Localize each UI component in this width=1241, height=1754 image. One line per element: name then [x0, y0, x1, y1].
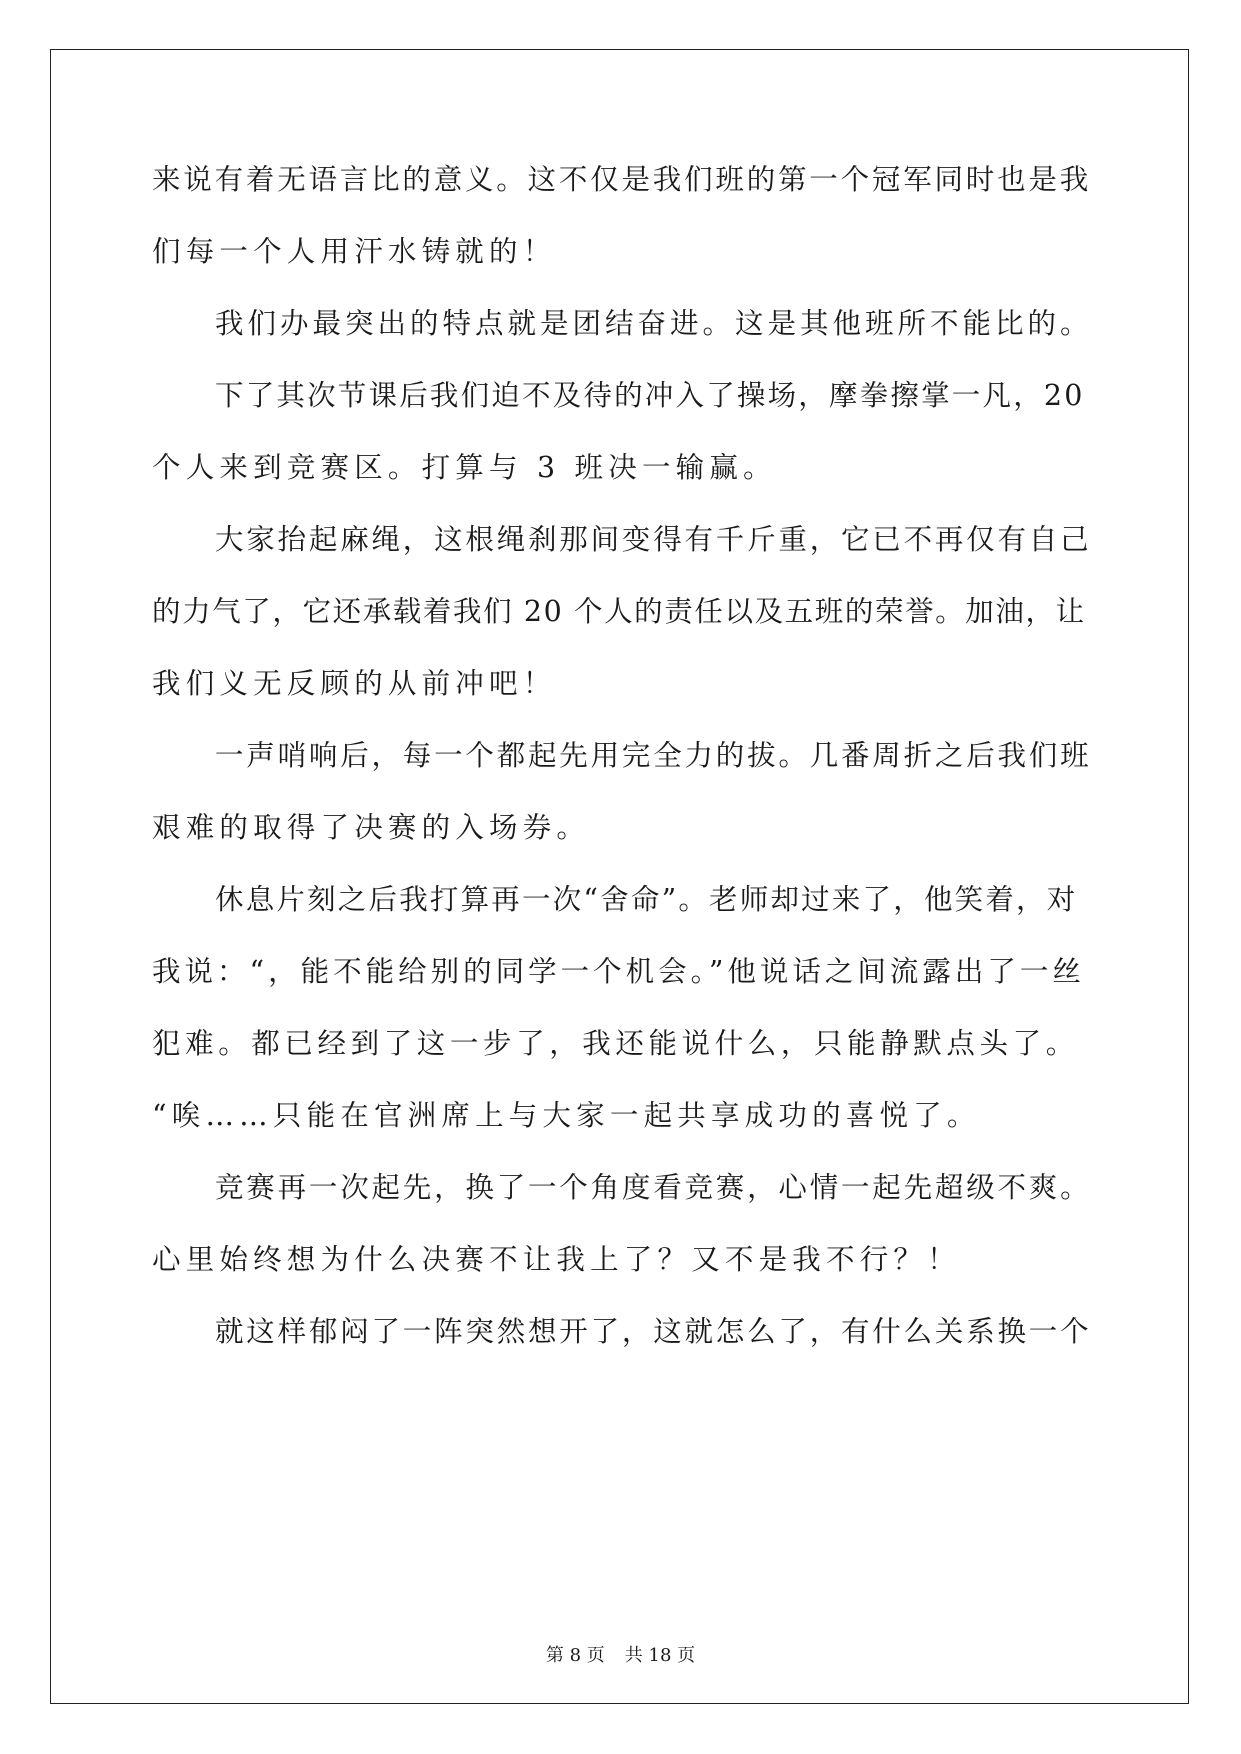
text-line: 大家抬起麻绳，这根绳刹那间变得有千斤重，它已不再仅有自己: [215, 523, 1092, 556]
text-line: 艰难的取得了决赛的入场券。: [152, 811, 591, 844]
text-line: 们每一个人用汗水铸就的！: [152, 235, 557, 268]
text-line: 犯难。都已经到了这一步了，我还能说什么，只能静默点头了。: [152, 1027, 1079, 1060]
text-line: 来说有着无语言比的意义。这不仅是我们班的第一个冠军同时也是我: [152, 163, 1092, 196]
text-line: “唉……只能在官洲席上与大家一起共享成功的喜悦了。: [152, 1099, 981, 1132]
text-line: 我们义无反顾的从前冲吧！: [152, 667, 557, 700]
page-total: 共 18 页: [624, 1645, 696, 1666]
text-line: 我说：“，能不能给别的同学一个机会。”他说话之间流露出了一丝: [152, 955, 1085, 988]
text-line: 个人来到竞赛区。打算与 3 班决一输赢。: [152, 451, 777, 484]
text-line: 的力气了，它还承载着我们 20 个人的责任以及五班的荣誉。加油，让: [152, 595, 1086, 628]
text-line: 心里始终想为什么决赛不让我上了？又不是我不行？！: [152, 1243, 961, 1276]
page-footer: [0, 1644, 1241, 1668]
page-number: 第 8 页: [545, 1645, 605, 1666]
text-line: 我们办最突出的特点就是团结奋进。这是其他班所不能比的。: [215, 307, 1093, 340]
text-line: 一声哨响后，每一个都起先用完全力的拔。几番周折之后我们班: [215, 739, 1092, 772]
page-border: [50, 49, 1189, 1704]
text-line: 竞赛再一次起先，换了一个角度看竞赛，心情一起先超级不爽。: [215, 1171, 1092, 1204]
text-line: 下了其次节课后我们迫不及待的冲入了操场，摩拳擦掌一凡，20: [215, 379, 1085, 412]
text-line: 休息片刻之后我打算再一次“舍命”。老师却过来了，他笑着，对: [215, 883, 1078, 916]
text-line: 就这样郁闷了一阵突然想开了，这就怎么了，有什么关系换一个: [215, 1315, 1092, 1348]
